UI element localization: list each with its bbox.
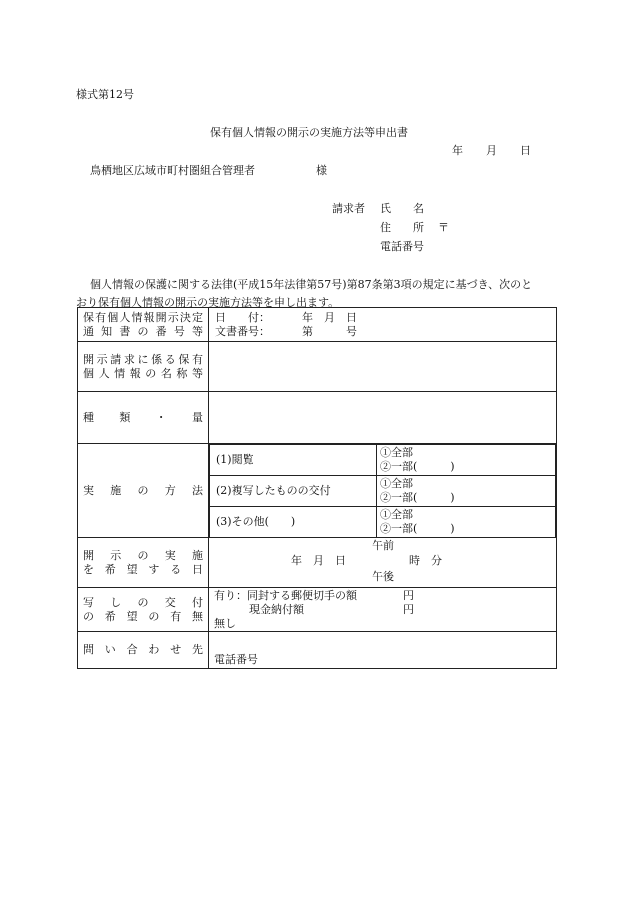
type-quantity-field[interactable] [209,392,557,444]
address-label: 住 所 [380,221,424,234]
date-year: 年 [452,144,463,157]
method-subtable [209,444,556,537]
info-name-row [78,342,557,392]
copy-delivery-label: 写しの交付 の希望の有無 [78,588,209,632]
name-label: 氏 名 [380,202,424,215]
method-option-row[interactable]: (1)閲覧 ①全部 ②一部( ) [210,445,556,476]
addressee-honorific: 様 [316,164,327,177]
method-field [209,444,557,538]
addressee-name: 鳥栖地区広域市町村圏組合管理者 [90,164,255,177]
type-quantity-row [78,392,557,444]
body-text-line1: 個人情報の保護に関する法律(平成15年法律第57号)第87条第3項の規定に基づき、次のと [90,278,533,291]
copy-delivery-field[interactable]: 有り：同封する郵便切手の額 円 現金納付額 円 無し [209,588,557,632]
info-name-field[interactable] [209,342,557,392]
notice-number-row [78,308,557,342]
notice-number-field[interactable]: 日 付： 年 月 日 文書番号： 第 号 [209,308,557,342]
contact-label: 問い合わせ先 [78,632,209,669]
body-text-line2: おり保有個人情報の開示の実施方法等を申し出ます。 [76,296,340,309]
notice-number-label: 保有個人情報開示決定 通知書の番号等 [78,308,209,342]
method-label: 実施の方法 [78,444,209,538]
copy-delivery-row [78,588,557,632]
date-month: 月 [486,144,497,157]
phone-label: 電話番号 [380,240,424,253]
desired-date-row [78,538,557,588]
method-option-row[interactable]: (2)複写したものの交付 ①全部 ②一部( ) [210,476,556,507]
contact-field[interactable]: 電話番号 [209,632,557,669]
date-day: 日 [520,144,531,157]
desired-date-label: 開示の実施 を希望する日 [78,538,209,588]
info-name-label: 開示請求に係る保有 個人情報の名称等 [78,342,209,392]
method-row [78,444,557,538]
type-quantity-label: 種類・量 [78,392,209,444]
contact-row [78,632,557,669]
postal-mark: 〒 [438,221,449,234]
desired-date-field[interactable]: 午前 年 月 日 時 分 午後 [209,538,557,588]
application-table [77,307,557,669]
method-option-row[interactable]: (3)その他( ) ①全部 ②一部( ) [210,507,556,538]
page-title: 保有個人情報の開示の実施方法等申出書 [210,126,408,139]
requester-label: 請求者 [332,202,365,215]
form-number: 様式第12号 [76,88,134,101]
